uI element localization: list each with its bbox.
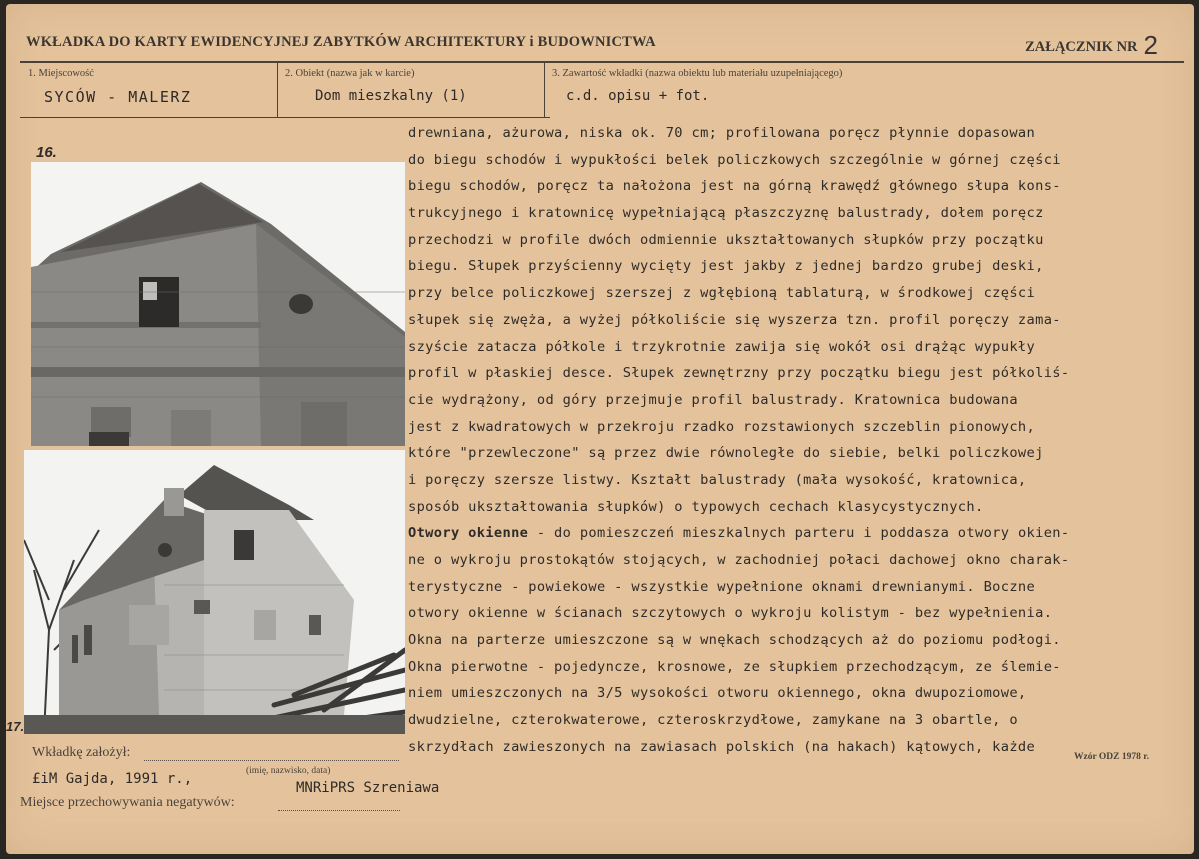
contents-value: c.d. opisu + fot. xyxy=(566,88,710,104)
text-line: do biegu schodów i wypukłości belek policzkowych szczególnie w górnej części xyxy=(408,151,1061,168)
text-line: biegu. Słupek przyścienny wycięty jest jakby z jednej bardzo grubej deski, xyxy=(408,258,1044,275)
photo-16-image xyxy=(31,162,405,446)
annex-label: ZAŁĄCZNIK NR xyxy=(1025,39,1138,55)
annex-number xyxy=(1025,30,1158,61)
photo-17-image xyxy=(24,450,405,734)
fields-divider-2 xyxy=(544,63,545,118)
contents-label: 3. Zawartość wkładki (nazwa obiektu lub materiału uzupełniającego) xyxy=(552,68,843,79)
text-line: skrzydłach zawieszonych na zawiasach polskich (na hakach) kątowych, każde xyxy=(408,738,1036,755)
locality-value: SYCÓW - MALERZ xyxy=(44,88,192,106)
text-line: drewniana, ażurowa, niska ok. 70 cm; profilowana poręcz płynnie dopasowan xyxy=(408,125,1036,141)
photo-17-label: 17. xyxy=(6,719,25,734)
text-line: cie wydrążony, od góry przejmuje profil balustrady. Kratownica budowana xyxy=(408,391,1018,408)
text-line: dwudzielne, czterokwaterowe, czteroskrzydłowe, zamykane na 3 obartle, o xyxy=(408,712,1018,729)
text-line: profil w płaskiej desce. Słupek zewnętrzny przy początku biegu jest półkoliś- xyxy=(408,365,1070,382)
text-line: biegu schodów, poręcz ta nałożona jest na górną krawędź głównego słupa kons- xyxy=(408,178,1061,195)
text-line: słupek się zwęża, a wyżej półkoliście się wyszerza tzn. profil poręczy zama- xyxy=(408,311,1061,328)
text-line: trukcyjnego i kratownicę wypełniającą płaszczyznę balustrady, dołem poręcz xyxy=(408,205,1044,222)
text-line: przy belce policzkowej szerszej z wgłębioną tablaturą, w środkowej części xyxy=(408,285,1036,302)
text-line: i poręczy szersze listwy. Kształt balustrady (mała wysokość, kratownica, xyxy=(408,471,1027,488)
photo-17-house-view xyxy=(24,450,405,734)
text-line: jest z kwadratowych w przekroju rzadko rozstawionych szczeblin pionowych, xyxy=(408,418,1036,435)
form-reference: Wzór ODZ 1978 r. xyxy=(1074,752,1149,762)
text-line: niem umieszczonych na 3/5 wysokości otworu okiennego, okna dwupoziomowe, xyxy=(408,685,1027,702)
object-label: 2. Obiekt (nazwa jak w karcie) xyxy=(285,68,415,79)
card-title: WKŁADKA DO KARTY EWIDENCYJNEJ ZABYTKÓW ARCHITEKTURY i BUDOWNICTWA xyxy=(26,34,656,50)
storage-value: MNRiPRS Szreniawa xyxy=(296,780,440,796)
text-line: Okna pierwotne - pojedyncze, krosnowe, ze słupkiem przechodzącym, ze ślemie- xyxy=(408,658,1061,675)
created-by-line xyxy=(144,760,399,761)
created-by-label: Wkładkę założył: xyxy=(32,745,131,760)
name-hint: (imię, nazwisko, data) xyxy=(246,766,331,776)
text-line: szyście zatacza półkole i trzykrotnie zawija się wokół osi drążąc wypukły xyxy=(408,338,1036,355)
annex-number-value: 2 xyxy=(1143,30,1158,60)
record-card xyxy=(6,4,1194,854)
fields-bottom-rule xyxy=(20,117,550,118)
section-heading: Otwory okienne xyxy=(408,525,529,542)
text-line: które "przewleczone" są przez dwie równoległe do siebie, belki policzkowej xyxy=(408,445,1044,462)
section-first-line xyxy=(408,520,1188,547)
object-value: Dom mieszkalny (1) xyxy=(315,88,467,104)
section-first-line-rest: - do pomieszczeń mieszkalnych parteru i poddasza otwory okien- xyxy=(528,525,1070,542)
locality-label: 1. Miejscowość xyxy=(28,68,94,79)
storage-line xyxy=(278,810,400,811)
storage-label: Miejsce przechowywania negatywów: xyxy=(20,795,235,810)
text-line: przechodzi w profile dwóch odmiennie ukształtowanych słupków przy początku xyxy=(408,231,1044,248)
text-line: sposób ukształtowania słupków) o typowych cechach klasycystycznych. xyxy=(408,498,984,515)
text-line: Okna na parterze umieszczone są w wnękach schodzących aż do poziomu podłogi. xyxy=(408,632,1061,649)
description-text xyxy=(408,120,1188,761)
header-rule xyxy=(20,61,1184,63)
photo-16-label: 16. xyxy=(36,144,57,161)
fields-divider-1 xyxy=(277,63,278,118)
text-line: terystyczne - powiekowe - wszystkie wypełnione oknami drewnianymi. Boczne xyxy=(408,578,1036,595)
photo-16-house-gable xyxy=(31,162,405,446)
created-by-value: £iM Gajda, 1991 r., xyxy=(32,771,193,787)
text-line: otwory okienne w ścianach szczytowych o wykroju kolistym - bez wypełnienia. xyxy=(408,605,1053,622)
text-line: ne o wykroju prostokątów stojących, w zachodniej połaci dachowej okno charak- xyxy=(408,552,1070,568)
